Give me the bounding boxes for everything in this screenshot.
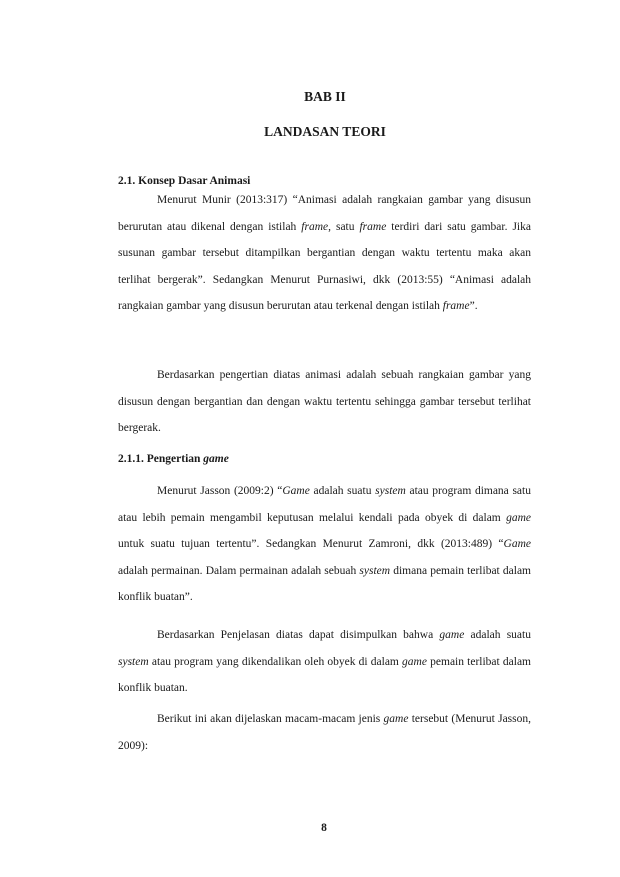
paragraph-game-conclusion: Berdasarkan Penjelasan diatas dapat disimpulkan bahwa game adalah suatu system atau program yang dikendalikan oleh obyek di dalam game pemain terlibat dalam konflik buatan. bbox=[118, 629, 532, 695]
chapter-title: LANDASAN TEORI bbox=[264, 124, 386, 139]
paragraph-game-definition: Menurut Jasson (2009:2) “Game adalah suatu system atau program dimana satu atau lebih pemain mengambil keputusan melalui kendali pada obyek di dalam game untuk suatu tujuan tertentu”. Sedangkan Menurut Zamroni, dkk (2013:489) “Game adalah permainan. Dalam permainan adalah sebuah system dimana pemain terlibat dalam konflik buatan”. bbox=[118, 485, 531, 604]
section-heading-2-1-1: 2.1.1. Pengertian game bbox=[118, 453, 229, 465]
paragraph-game-types-intro: Berikut ini akan dijelaskan macam-macam jenis game tersebut (Menurut Jasson, 2009): bbox=[118, 713, 531, 752]
paragraph-animasi-conclusion: Berdasarkan pengertian diatas animasi adalah sebuah rangkaian gambar yang disusun dengan bergantian dan dengan waktu tertentu sehingga gambar tersebut terlihat bergerak. bbox=[118, 369, 531, 435]
paragraph-animasi-definition: Menurut Munir (2013:317) “Animasi adalah rangkaian gambar yang disusun berurutan atau dikenal dengan istilah frame, satu frame terdiri dari satu gambar. Jika susunan gambar tersebut ditampilkan bergantian dengan waktu tertentu maka akan terlihat bergerak”. Sedangkan Menurut Purnasiwi, dkk (2013:55) “Animasi adalah rangkaian gambar yang disusun berurutan atau terkenal dengan istilah frame”. bbox=[118, 194, 531, 313]
page-number: 8 bbox=[321, 822, 327, 834]
chapter-number: BAB II bbox=[304, 89, 346, 104]
section-heading-2-1: 2.1. Konsep Dasar Animasi bbox=[118, 175, 251, 187]
